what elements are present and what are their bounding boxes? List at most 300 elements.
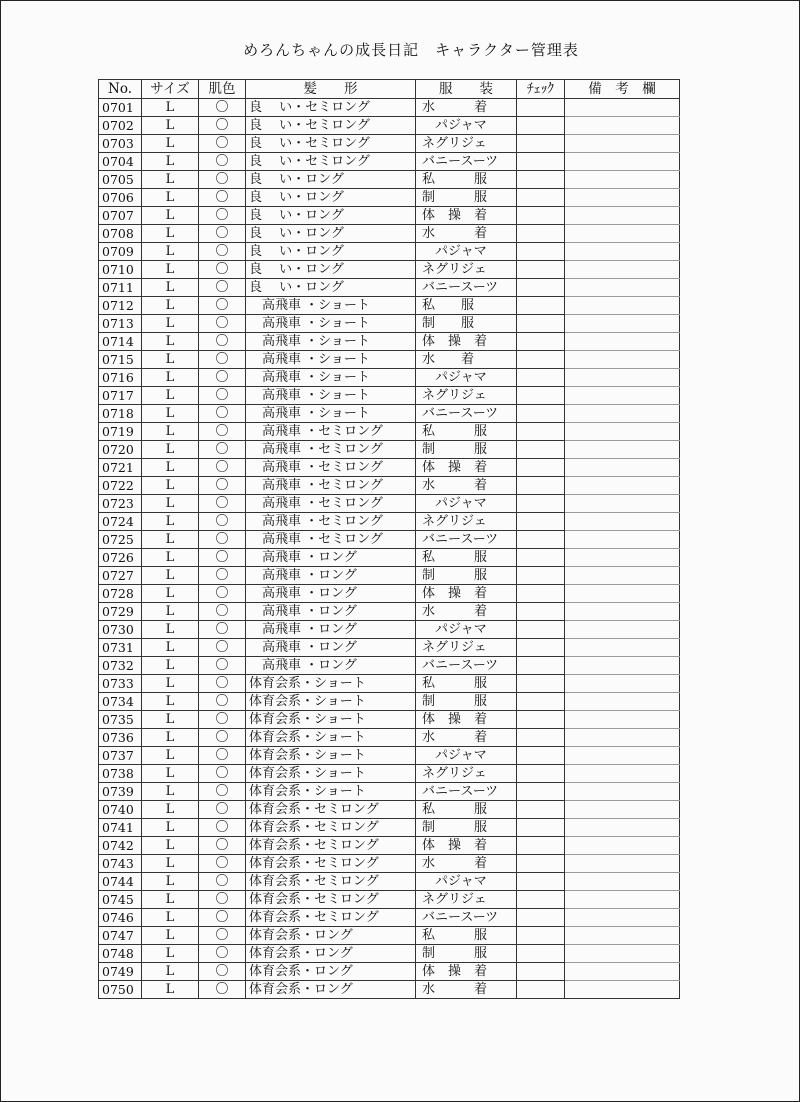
table-row <box>99 405 680 423</box>
row-note-cell[interactable] <box>565 567 680 585</box>
row-outfit: バニースーツ <box>416 279 517 297</box>
table-row <box>99 549 680 567</box>
row-skin: 〇 <box>199 603 246 621</box>
row-note-cell[interactable] <box>565 729 680 747</box>
row-outfit: パジャマ <box>416 495 517 513</box>
row-number: 0737 <box>99 747 142 765</box>
row-skin: 〇 <box>199 729 246 747</box>
row-hairstyle: 体育会系・ロング <box>246 945 416 963</box>
row-hairstyle: 体育会系・ロング <box>246 981 416 999</box>
row-size: L <box>142 297 199 315</box>
table-row <box>99 729 680 747</box>
row-note-cell[interactable] <box>565 801 680 819</box>
row-skin: 〇 <box>199 135 246 153</box>
table-row <box>99 315 680 333</box>
row-size: L <box>142 477 199 495</box>
table-row <box>99 297 680 315</box>
row-note-cell[interactable] <box>565 513 680 531</box>
row-number: 0745 <box>99 891 142 909</box>
row-check-cell[interactable] <box>517 945 565 963</box>
row-size: L <box>142 855 199 873</box>
row-size: L <box>142 783 199 801</box>
table-row <box>99 333 680 351</box>
row-check-cell[interactable] <box>517 405 565 423</box>
row-check-cell[interactable] <box>517 711 565 729</box>
row-number: 0742 <box>99 837 142 855</box>
row-note-cell[interactable] <box>565 873 680 891</box>
row-note-cell[interactable] <box>565 945 680 963</box>
row-hairstyle: 良 い・セミロング <box>246 153 416 171</box>
row-hairstyle: 体育会系・セミロング <box>246 801 416 819</box>
row-outfit: パジャマ <box>416 747 517 765</box>
row-size: L <box>142 729 199 747</box>
row-size: L <box>142 459 199 477</box>
row-skin: 〇 <box>199 873 246 891</box>
row-check-cell[interactable] <box>517 981 565 999</box>
row-skin: 〇 <box>199 909 246 927</box>
row-note-cell[interactable] <box>565 207 680 225</box>
table-row <box>99 99 680 117</box>
row-note-cell[interactable] <box>565 351 680 369</box>
row-note-cell[interactable] <box>565 99 680 117</box>
row-number: 0714 <box>99 333 142 351</box>
row-outfit: 体 操 着 <box>416 711 517 729</box>
row-check-cell[interactable] <box>517 855 565 873</box>
row-note-cell[interactable] <box>565 549 680 567</box>
row-outfit: パジャマ <box>416 117 517 135</box>
row-check-cell[interactable] <box>517 837 565 855</box>
row-outfit: 制 服 <box>416 945 517 963</box>
table-row <box>99 567 680 585</box>
row-check-cell[interactable] <box>517 927 565 945</box>
row-size: L <box>142 837 199 855</box>
row-check-cell[interactable] <box>517 513 565 531</box>
row-hairstyle: 体育会系・ショート <box>246 711 416 729</box>
row-note-cell[interactable] <box>565 837 680 855</box>
row-note-cell[interactable] <box>565 405 680 423</box>
row-outfit: バニースーツ <box>416 531 517 549</box>
row-hairstyle: 良 い・セミロング <box>246 117 416 135</box>
table-row <box>99 135 680 153</box>
row-note-cell[interactable] <box>565 225 680 243</box>
row-number: 0703 <box>99 135 142 153</box>
row-size: L <box>142 567 199 585</box>
row-number: 0725 <box>99 531 142 549</box>
row-number: 0738 <box>99 765 142 783</box>
row-hairstyle: 体育会系・ロング <box>246 927 416 945</box>
row-note-cell[interactable] <box>565 639 680 657</box>
row-size: L <box>142 135 199 153</box>
row-outfit: 水 着 <box>416 225 517 243</box>
row-number: 0747 <box>99 927 142 945</box>
row-hairstyle: 高飛車 ・ロング <box>246 657 416 675</box>
table-row <box>99 387 680 405</box>
table-row <box>99 153 680 171</box>
row-skin: 〇 <box>199 963 246 981</box>
row-hairstyle: 体育会系・ショート <box>246 747 416 765</box>
table-row <box>99 639 680 657</box>
table-row <box>99 621 680 639</box>
row-outfit: パジャマ <box>416 369 517 387</box>
row-skin: 〇 <box>199 981 246 999</box>
table-row <box>99 243 680 261</box>
row-note-cell[interactable] <box>565 423 680 441</box>
row-skin: 〇 <box>199 513 246 531</box>
row-check-cell[interactable] <box>517 531 565 549</box>
row-check-cell[interactable] <box>517 891 565 909</box>
row-size: L <box>142 981 199 999</box>
row-size: L <box>142 441 199 459</box>
row-check-cell[interactable] <box>517 297 565 315</box>
row-skin: 〇 <box>199 171 246 189</box>
row-check-cell[interactable] <box>517 729 565 747</box>
table-row <box>99 117 680 135</box>
row-size: L <box>142 603 199 621</box>
table-row <box>99 747 680 765</box>
row-outfit: 水 着 <box>416 729 517 747</box>
row-hairstyle: 体育会系・ショート <box>246 675 416 693</box>
row-outfit: 体 操 着 <box>416 207 517 225</box>
row-hairstyle: 高飛車 ・ショート <box>246 369 416 387</box>
row-number: 0709 <box>99 243 142 261</box>
row-outfit: 私 服 <box>416 675 517 693</box>
row-size: L <box>142 909 199 927</box>
row-outfit: 私 服 <box>416 297 517 315</box>
row-skin: 〇 <box>199 477 246 495</box>
row-skin: 〇 <box>199 369 246 387</box>
row-note-cell[interactable] <box>565 765 680 783</box>
row-skin: 〇 <box>199 387 246 405</box>
row-number: 0732 <box>99 657 142 675</box>
row-outfit: 水 着 <box>416 603 517 621</box>
row-outfit: 水 着 <box>416 351 517 369</box>
row-check-cell[interactable] <box>517 765 565 783</box>
row-note-cell[interactable] <box>565 495 680 513</box>
row-hairstyle: 高飛車 ・ショート <box>246 387 416 405</box>
row-skin: 〇 <box>199 783 246 801</box>
row-skin: 〇 <box>199 765 246 783</box>
row-size: L <box>142 711 199 729</box>
row-note-cell[interactable] <box>565 189 680 207</box>
row-size: L <box>142 513 199 531</box>
table-header-row <box>99 80 680 99</box>
row-hairstyle: 体育会系・セミロング <box>246 819 416 837</box>
row-note-cell[interactable] <box>565 585 680 603</box>
table-row <box>99 783 680 801</box>
row-skin: 〇 <box>199 549 246 567</box>
row-note-cell[interactable] <box>565 117 680 135</box>
row-hairstyle: 良 い・ロング <box>246 171 416 189</box>
row-check-cell[interactable] <box>517 153 565 171</box>
table-row <box>99 945 680 963</box>
row-size: L <box>142 801 199 819</box>
table-row <box>99 693 680 711</box>
row-note-cell[interactable] <box>565 675 680 693</box>
row-number: 0704 <box>99 153 142 171</box>
row-hairstyle: 良 い・ロング <box>246 279 416 297</box>
row-check-cell[interactable] <box>517 459 565 477</box>
row-outfit: 制 服 <box>416 315 517 333</box>
row-size: L <box>142 351 199 369</box>
row-hairstyle: 高飛車 ・セミロング <box>246 441 416 459</box>
table-row <box>99 225 680 243</box>
row-skin: 〇 <box>199 153 246 171</box>
row-note-cell[interactable] <box>565 243 680 261</box>
row-check-cell[interactable] <box>517 675 565 693</box>
row-note-cell[interactable] <box>565 153 680 171</box>
row-check-cell[interactable] <box>517 909 565 927</box>
row-note-cell[interactable] <box>565 369 680 387</box>
row-number: 0718 <box>99 405 142 423</box>
row-size: L <box>142 963 199 981</box>
row-outfit: 制 服 <box>416 567 517 585</box>
row-check-cell[interactable] <box>517 495 565 513</box>
row-hairstyle: 高飛車 ・ショート <box>246 333 416 351</box>
row-hairstyle: 高飛車 ・セミロング <box>246 531 416 549</box>
row-check-cell[interactable] <box>517 171 565 189</box>
table-row <box>99 441 680 459</box>
row-skin: 〇 <box>199 351 246 369</box>
row-check-cell[interactable] <box>517 783 565 801</box>
row-check-cell[interactable] <box>517 693 565 711</box>
row-check-cell[interactable] <box>517 225 565 243</box>
row-hairstyle: 良 い・ロング <box>246 189 416 207</box>
row-hairstyle: 体育会系・セミロング <box>246 909 416 927</box>
row-note-cell[interactable] <box>565 657 680 675</box>
row-outfit: バニースーツ <box>416 153 517 171</box>
row-note-cell[interactable] <box>565 891 680 909</box>
row-size: L <box>142 621 199 639</box>
row-note-cell[interactable] <box>565 261 680 279</box>
row-check-cell[interactable] <box>517 477 565 495</box>
row-number: 0711 <box>99 279 142 297</box>
row-skin: 〇 <box>199 747 246 765</box>
row-outfit: 私 服 <box>416 801 517 819</box>
row-note-cell[interactable] <box>565 171 680 189</box>
header-no: No. <box>99 80 142 99</box>
row-check-cell[interactable] <box>517 621 565 639</box>
row-check-cell[interactable] <box>517 99 565 117</box>
table-row <box>99 819 680 837</box>
row-check-cell[interactable] <box>517 333 565 351</box>
row-hairstyle: 高飛車 ・ロング <box>246 567 416 585</box>
row-check-cell[interactable] <box>517 135 565 153</box>
row-note-cell[interactable] <box>565 711 680 729</box>
row-note-cell[interactable] <box>565 855 680 873</box>
row-check-cell[interactable] <box>517 243 565 261</box>
row-hairstyle: 体育会系・ロング <box>246 963 416 981</box>
row-size: L <box>142 531 199 549</box>
row-hairstyle: 高飛車 ・ロング <box>246 549 416 567</box>
row-outfit: 体 操 着 <box>416 837 517 855</box>
table-row <box>99 873 680 891</box>
row-size: L <box>142 693 199 711</box>
row-note-cell[interactable] <box>565 963 680 981</box>
page-title: めろんちゃんの成長日記 キャラクター管理表 <box>243 41 579 59</box>
row-outfit: バニースーツ <box>416 909 517 927</box>
row-note-cell[interactable] <box>565 621 680 639</box>
table-row <box>99 261 680 279</box>
row-outfit: バニースーツ <box>416 405 517 423</box>
row-size: L <box>142 549 199 567</box>
row-number: 0719 <box>99 423 142 441</box>
row-outfit: 私 服 <box>416 927 517 945</box>
row-check-cell[interactable] <box>517 369 565 387</box>
row-check-cell[interactable] <box>517 801 565 819</box>
header-check: ﾁｪｯｸ <box>517 80 565 99</box>
table-row <box>99 207 680 225</box>
row-size: L <box>142 207 199 225</box>
row-check-cell[interactable] <box>517 819 565 837</box>
row-outfit: 制 服 <box>416 441 517 459</box>
row-number: 0715 <box>99 351 142 369</box>
row-note-cell[interactable] <box>565 477 680 495</box>
row-outfit: 水 着 <box>416 477 517 495</box>
row-note-cell[interactable] <box>565 747 680 765</box>
character-table <box>98 79 680 999</box>
row-note-cell[interactable] <box>565 981 680 999</box>
row-check-cell[interactable] <box>517 585 565 603</box>
row-check-cell[interactable] <box>517 963 565 981</box>
table-row <box>99 657 680 675</box>
row-number: 0750 <box>99 981 142 999</box>
row-note-cell[interactable] <box>565 135 680 153</box>
row-outfit: ネグリジェ <box>416 765 517 783</box>
row-skin: 〇 <box>199 567 246 585</box>
table-row <box>99 369 680 387</box>
row-note-cell[interactable] <box>565 693 680 711</box>
row-outfit: 体 操 着 <box>416 333 517 351</box>
row-check-cell[interactable] <box>517 117 565 135</box>
row-note-cell[interactable] <box>565 279 680 297</box>
row-size: L <box>142 369 199 387</box>
row-hairstyle: 高飛車 ・ショート <box>246 351 416 369</box>
row-number: 0726 <box>99 549 142 567</box>
row-number: 0735 <box>99 711 142 729</box>
row-note-cell[interactable] <box>565 783 680 801</box>
row-number: 0720 <box>99 441 142 459</box>
row-hairstyle: 良 い・ロング <box>246 225 416 243</box>
row-size: L <box>142 423 199 441</box>
row-note-cell[interactable] <box>565 441 680 459</box>
row-check-cell[interactable] <box>517 603 565 621</box>
row-skin: 〇 <box>199 585 246 603</box>
row-skin: 〇 <box>199 459 246 477</box>
row-check-cell[interactable] <box>517 567 565 585</box>
row-check-cell[interactable] <box>517 207 565 225</box>
row-hairstyle: 高飛車 ・ショート <box>246 315 416 333</box>
row-check-cell[interactable] <box>517 657 565 675</box>
row-number: 0717 <box>99 387 142 405</box>
row-outfit: 水 着 <box>416 855 517 873</box>
row-number: 0729 <box>99 603 142 621</box>
row-check-cell[interactable] <box>517 189 565 207</box>
row-note-cell[interactable] <box>565 603 680 621</box>
row-note-cell[interactable] <box>565 819 680 837</box>
row-size: L <box>142 873 199 891</box>
row-size: L <box>142 171 199 189</box>
row-skin: 〇 <box>199 333 246 351</box>
row-skin: 〇 <box>199 441 246 459</box>
row-outfit: 私 服 <box>416 423 517 441</box>
row-outfit: ネグリジェ <box>416 639 517 657</box>
row-skin: 〇 <box>199 207 246 225</box>
row-hairstyle: 体育会系・セミロング <box>246 891 416 909</box>
row-number: 0708 <box>99 225 142 243</box>
row-skin: 〇 <box>199 675 246 693</box>
table-row <box>99 279 680 297</box>
row-size: L <box>142 117 199 135</box>
row-skin: 〇 <box>199 693 246 711</box>
row-number: 0740 <box>99 801 142 819</box>
row-note-cell[interactable] <box>565 459 680 477</box>
row-check-cell[interactable] <box>517 441 565 459</box>
row-number: 0716 <box>99 369 142 387</box>
row-number: 0721 <box>99 459 142 477</box>
row-number: 0749 <box>99 963 142 981</box>
row-number: 0746 <box>99 909 142 927</box>
row-check-cell[interactable] <box>517 873 565 891</box>
row-outfit: 体 操 着 <box>416 963 517 981</box>
row-check-cell[interactable] <box>517 315 565 333</box>
row-check-cell[interactable] <box>517 423 565 441</box>
row-note-cell[interactable] <box>565 927 680 945</box>
row-number: 0727 <box>99 567 142 585</box>
table-row <box>99 909 680 927</box>
row-check-cell[interactable] <box>517 549 565 567</box>
row-hairstyle: 高飛車 ・セミロング <box>246 459 416 477</box>
row-skin: 〇 <box>199 297 246 315</box>
row-check-cell[interactable] <box>517 747 565 765</box>
row-note-cell[interactable] <box>565 909 680 927</box>
row-note-cell[interactable] <box>565 531 680 549</box>
row-number: 0734 <box>99 693 142 711</box>
row-skin: 〇 <box>199 711 246 729</box>
row-hairstyle: 体育会系・セミロング <box>246 873 416 891</box>
row-note-cell[interactable] <box>565 387 680 405</box>
row-outfit: バニースーツ <box>416 657 517 675</box>
row-size: L <box>142 405 199 423</box>
table-row <box>99 459 680 477</box>
row-check-cell[interactable] <box>517 351 565 369</box>
row-skin: 〇 <box>199 819 246 837</box>
row-check-cell[interactable] <box>517 639 565 657</box>
table-row <box>99 963 680 981</box>
row-note-cell[interactable] <box>565 333 680 351</box>
row-check-cell[interactable] <box>517 387 565 405</box>
row-skin: 〇 <box>199 621 246 639</box>
row-skin: 〇 <box>199 531 246 549</box>
row-hairstyle: 良 い・ロング <box>246 207 416 225</box>
table-row <box>99 171 680 189</box>
table-row <box>99 801 680 819</box>
row-size: L <box>142 333 199 351</box>
row-size: L <box>142 387 199 405</box>
row-number: 0710 <box>99 261 142 279</box>
row-note-cell[interactable] <box>565 297 680 315</box>
table-row <box>99 891 680 909</box>
row-skin: 〇 <box>199 423 246 441</box>
table-row <box>99 495 680 513</box>
row-check-cell[interactable] <box>517 261 565 279</box>
row-skin: 〇 <box>199 945 246 963</box>
row-size: L <box>142 891 199 909</box>
row-skin: 〇 <box>199 117 246 135</box>
row-size: L <box>142 639 199 657</box>
row-hairstyle: 高飛車 ・ショート <box>246 405 416 423</box>
row-check-cell[interactable] <box>517 279 565 297</box>
row-note-cell[interactable] <box>565 315 680 333</box>
